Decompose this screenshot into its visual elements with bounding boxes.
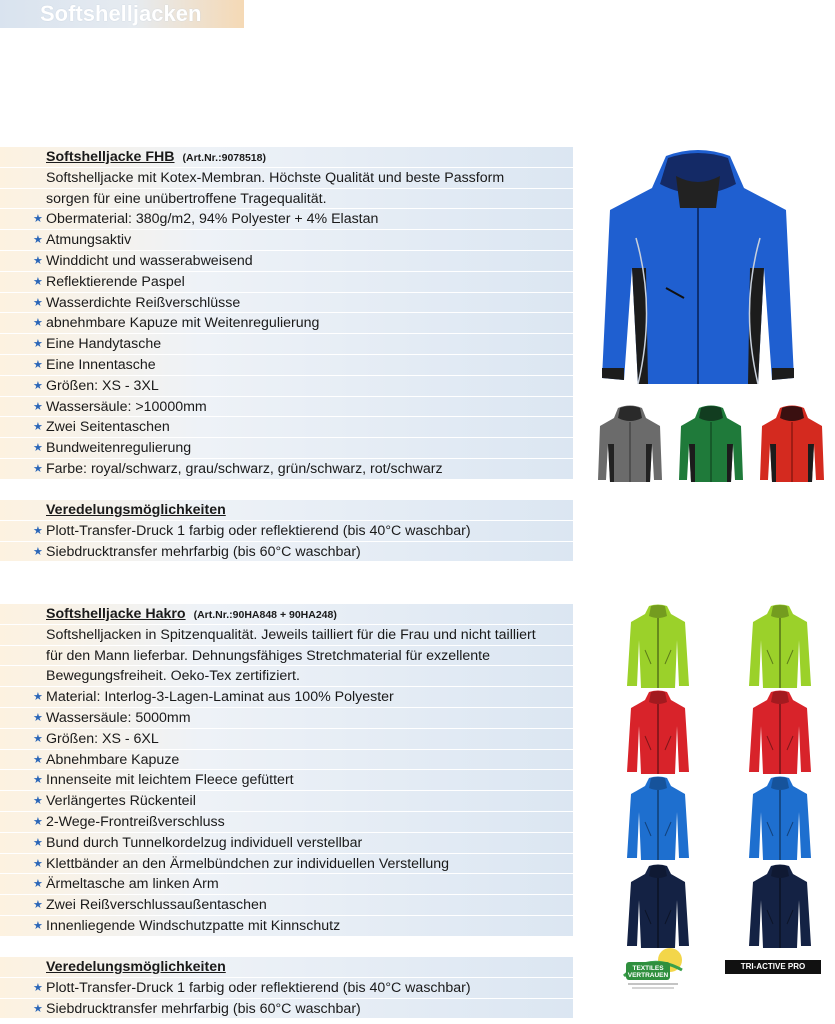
hakro-navy-jacket-image <box>747 864 813 948</box>
fhb-artnr: (Art.Nr.:9078518) <box>182 152 266 164</box>
hakro-heading <box>0 604 573 625</box>
hakro-intro-line: für den Mann lieferbar. Dehnungsfähiges Stretchmaterial für exzellente <box>0 646 573 667</box>
hakro-refine-section <box>0 957 573 1019</box>
hakro-refine-item <box>0 978 573 999</box>
fhb-royal-jacket-image <box>596 148 800 394</box>
fhb-feature-item-text: Zwei Seitentaschen <box>46 419 170 436</box>
fhb-red-jacket-image <box>758 404 826 484</box>
fhb-feature-item-text: Eine Handytasche <box>46 336 162 353</box>
fhb-intro-line: Softshelljacke mit Kotex-Membran. Höchste Qualität und beste Passform <box>0 168 573 189</box>
star-bullet-icon: ★ <box>33 732 43 745</box>
hakro-feature-item <box>0 791 573 812</box>
fhb-grey-jacket-image <box>596 404 664 484</box>
hakro-lime-jacket-image <box>625 604 691 688</box>
fhb-feature-item-text: Reflektierende Paspel <box>46 273 185 290</box>
fhb-feature-item <box>0 230 573 251</box>
star-bullet-icon: ★ <box>33 421 43 434</box>
textiles-vertrauen-logo <box>620 946 686 992</box>
fhb-feature-item-text: Farbe: royal/schwarz, grau/schwarz, grün/schwarz, rot/schwarz <box>46 460 443 477</box>
page-title: Softshelljacken <box>0 0 244 28</box>
fhb-feature-item-text: Bundweitenregulierung <box>46 440 192 457</box>
star-bullet-icon: ★ <box>33 753 43 766</box>
fhb-intro-line: sorgen für eine unübertroffene Tragequalität. <box>0 189 573 210</box>
hakro-feature-item <box>0 687 573 708</box>
fhb-feature-item-text: Wassersäule: >10000mm <box>46 398 207 415</box>
star-bullet-icon: ★ <box>33 899 43 912</box>
hakro-feature-item-text: Zwei Reißverschlussaußentaschen <box>46 897 267 914</box>
fhb-refine-title: Veredelungsmöglichkeiten <box>46 502 226 518</box>
star-bullet-icon: ★ <box>33 524 43 537</box>
hakro-red-jacket-image <box>625 690 691 774</box>
hakro-feature-item <box>0 770 573 791</box>
hakro-refine-heading <box>0 957 573 978</box>
star-bullet-icon: ★ <box>33 442 43 455</box>
hakro-feature-item <box>0 812 573 833</box>
hakro-feature-item <box>0 854 573 875</box>
hakro-feature-item-text: Innenliegende Windschutzpatte mit Kinnschutz <box>46 917 341 934</box>
hakro-feature-item-text: Klettbänder an den Ärmelbündchen zur individuellen Verstellung <box>46 855 450 872</box>
star-bullet-icon: ★ <box>33 711 43 724</box>
hakro-feature-item <box>0 833 573 854</box>
hakro-feature-item-text: Innenseite mit leichtem Fleece gefüttert <box>46 772 294 789</box>
hakro-artnr: (Art.Nr.:90HA848 + 90HA248) <box>193 609 337 621</box>
hakro-lime-jacket-image <box>747 604 813 688</box>
hakro-refine-item-text: Siebdrucktransfer mehrfarbig (bis 60°C waschbar) <box>46 1000 361 1017</box>
fhb-section <box>0 147 573 480</box>
fhb-feature-item <box>0 417 573 438</box>
star-bullet-icon: ★ <box>33 358 43 371</box>
star-bullet-icon: ★ <box>33 815 43 828</box>
fhb-feature-item <box>0 355 573 376</box>
fhb-refine-item-text: Plott-Transfer-Druck 1 farbig oder reflektierend (bis 40°C waschbar) <box>46 522 471 539</box>
fhb-feature-item <box>0 251 573 272</box>
hakro-feature-item <box>0 874 573 895</box>
hakro-blue-jacket-image <box>747 776 813 860</box>
fhb-feature-item <box>0 438 573 459</box>
star-bullet-icon: ★ <box>33 919 43 932</box>
fhb-feature-item <box>0 397 573 418</box>
fhb-refine-item-text: Siebdrucktransfer mehrfarbig (bis 60°C waschbar) <box>46 543 361 560</box>
star-bullet-icon: ★ <box>33 338 43 351</box>
hakro-feature-item <box>0 729 573 750</box>
hakro-feature-item-text: Wassersäule: 5000mm <box>46 709 191 726</box>
fhb-feature-item <box>0 272 573 293</box>
star-bullet-icon: ★ <box>33 296 43 309</box>
star-bullet-icon: ★ <box>33 857 43 870</box>
hakro-feature-item-text: Größen: XS - 6XL <box>46 730 159 747</box>
hakro-section <box>0 604 573 937</box>
fhb-feature-item <box>0 209 573 230</box>
hakro-feature-item-text: Abnehmbare Kapuze <box>46 751 180 768</box>
star-bullet-icon: ★ <box>33 254 43 267</box>
hakro-feature-item-text: 2-Wege-Frontreißverschluss <box>46 813 225 830</box>
fhb-feature-item-text: Obermaterial: 380g/m2, 94% Polyester + 4% Elastan <box>46 211 379 228</box>
star-bullet-icon: ★ <box>33 462 43 475</box>
fhb-feature-item <box>0 376 573 397</box>
fhb-green-jacket-image <box>677 404 745 484</box>
hakro-feature-item <box>0 916 573 937</box>
star-bullet-icon: ★ <box>33 1002 43 1015</box>
star-bullet-icon: ★ <box>33 981 43 994</box>
star-bullet-icon: ★ <box>33 400 43 413</box>
hakro-feature-item <box>0 708 573 729</box>
hakro-refine-item <box>0 999 573 1020</box>
fhb-feature-item-text: Atmungsaktiv <box>46 232 132 249</box>
star-bullet-icon: ★ <box>33 275 43 288</box>
fhb-feature-item-text: abnehmbare Kapuze mit Weitenregulierung <box>46 315 320 332</box>
hakro-feature-item-text: Ärmeltasche am linken Arm <box>46 876 219 893</box>
star-bullet-icon: ★ <box>33 317 43 330</box>
fhb-refine-item <box>0 542 573 563</box>
fhb-feature-item-text: Eine Innentasche <box>46 356 156 373</box>
hakro-navy-jacket-image <box>625 864 691 948</box>
fhb-feature-item <box>0 334 573 355</box>
hakro-blue-jacket-image <box>625 776 691 860</box>
star-bullet-icon: ★ <box>33 795 43 808</box>
star-bullet-icon: ★ <box>33 213 43 226</box>
fhb-feature-item <box>0 313 573 334</box>
star-bullet-icon: ★ <box>33 774 43 787</box>
fhb-refine-heading <box>0 500 573 521</box>
star-bullet-icon: ★ <box>33 836 43 849</box>
hakro-feature-item-text: Verlängertes Rückenteil <box>46 793 196 810</box>
fhb-feature-item-text: Größen: XS - 3XL <box>46 377 159 394</box>
star-bullet-icon: ★ <box>33 545 43 558</box>
fhb-refine-item <box>0 521 573 542</box>
hakro-feature-item-text: Material: Interlog-3-Lagen-Laminat aus 100% Polyester <box>46 689 394 706</box>
textiles-line2: VERTRAUEN <box>627 972 669 979</box>
star-bullet-icon: ★ <box>33 379 43 392</box>
hakro-feature-item <box>0 895 573 916</box>
hakro-title: Softshelljacke Hakro <box>46 606 186 622</box>
fhb-feature-item <box>0 459 573 480</box>
hakro-feature-item-text: Bund durch Tunnelkordelzug individuell verstellbar <box>46 834 363 851</box>
fhb-title: Softshelljacke FHB <box>46 149 175 165</box>
hakro-intro-line: Softshelljacken in Spitzenqualität. Jeweils tailliert für die Frau und nicht tailliert <box>0 625 573 646</box>
hakro-refine-title: Veredelungsmöglichkeiten <box>46 959 226 975</box>
fhb-feature-item-text: Winddicht und wasserabweisend <box>46 252 253 269</box>
fhb-heading <box>0 147 573 168</box>
hakro-feature-item <box>0 750 573 771</box>
textiles-line1: TEXTILES <box>632 965 664 972</box>
star-bullet-icon: ★ <box>33 878 43 891</box>
hakro-refine-item-text: Plott-Transfer-Druck 1 farbig oder reflektierend (bis 40°C waschbar) <box>46 979 471 996</box>
star-bullet-icon: ★ <box>33 691 43 704</box>
fhb-refine-section <box>0 500 573 562</box>
tri-active-pro-logo: TRI-ACTIVE PRO <box>725 960 821 974</box>
hakro-red-jacket-image <box>747 690 813 774</box>
fhb-feature-item <box>0 293 573 314</box>
star-bullet-icon: ★ <box>33 234 43 247</box>
hakro-intro-line: Bewegungsfreiheit. Oeko-Tex zertifiziert. <box>0 666 573 687</box>
fhb-feature-item-text: Wasserdichte Reißverschlüsse <box>46 294 241 311</box>
